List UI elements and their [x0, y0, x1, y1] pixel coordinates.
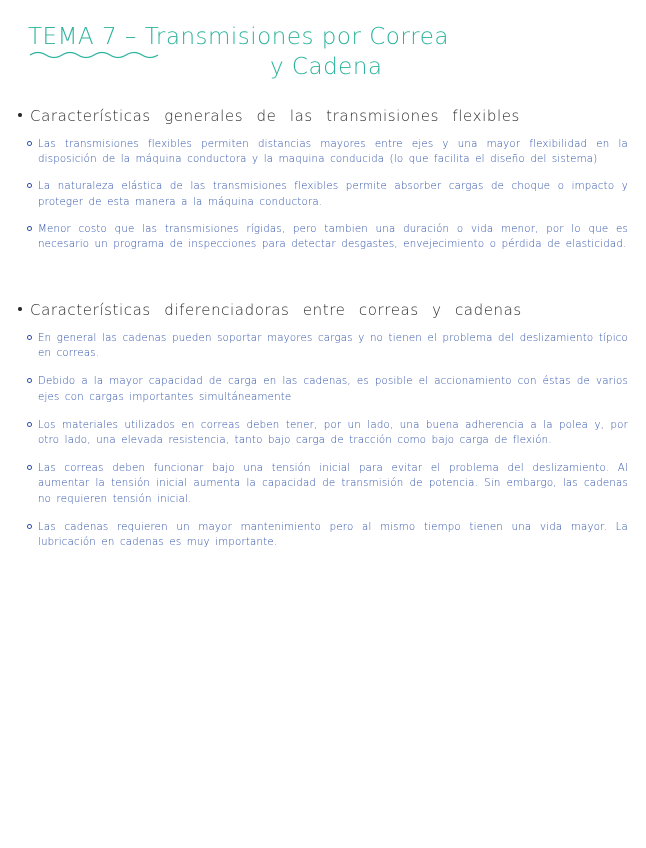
bullet-circle-icon: [27, 422, 32, 427]
bullet-circle-icon: [27, 335, 32, 340]
bullet-text: Las transmisiones flexibles permiten distancias mayores entre ejes y una mayor flexibilidad en la disposición de la máquina conductora y la maquina conducida (lo que facilita el diseño del sistema): [38, 139, 628, 166]
bullet-item: [18, 331, 628, 361]
bullet-circle-icon: [27, 141, 32, 146]
bullet-circle-icon: [27, 378, 32, 383]
bullet-item: [18, 520, 628, 550]
section-heading-text: Características diferenciadoras entre correas y cadenas: [30, 301, 522, 319]
bullet-item: [18, 374, 628, 404]
heading-bullet-dot: [18, 307, 22, 311]
bullet-list: [18, 331, 628, 550]
section-general-characteristics: [18, 107, 628, 252]
page-title-line1: TEMA 7 – Transmisiones por Correa: [28, 24, 449, 50]
bullet-text: Debido a la mayor capacidad de carga en las cadenas, es posible el accionamiento con éstas de varios ejes con cargas importantes simultáneamente: [38, 376, 628, 403]
section-differentiating-characteristics: [18, 301, 628, 550]
title-wavy-underline: [28, 46, 160, 60]
bullet-text: Las correas deben funcionar bajo una tensión inicial para evitar el problema del deslizamiento. Al aumentar la tensión inicial aumenta la capacidad de transmisión de potencia. Sin embargo, las cadenas no requieren tensión inicial.: [38, 463, 628, 505]
bullet-text: Menor costo que las transmisiones rígidas, pero tambien una duración o vida menor, por lo que es necesario un programa de inspecciones para detectar desgastes, envejecimiento o pérdida de elasticidad.: [38, 223, 628, 251]
heading-bullet-dot: [18, 113, 22, 117]
bullet-text: En general las cadenas pueden soportar mayores cargas y no tienen el problema del deslizamiento típico en correas.: [38, 333, 628, 360]
bullet-item: [18, 461, 628, 507]
bullet-circle-icon: [27, 524, 32, 529]
bullet-circle-icon: [27, 226, 32, 231]
bullet-item: [18, 222, 628, 252]
bullet-circle-icon: [27, 465, 32, 470]
bullet-item: [18, 137, 628, 167]
section-heading: [18, 301, 628, 319]
bullet-text: La naturaleza elástica de las transmisiones flexibles permite absorber cargas de choque o impacto y proteger de esta manera a la máquina conductora.: [38, 181, 628, 208]
page-title-line2: y Cadena: [270, 54, 383, 80]
bullet-text: Los materiales utilizados en correas deben tener, por un lado, una buena adherencia a la polea y, por otro lado, una elevada resistencia, tanto bajo carga de tracción como bajo carga de flexión.: [38, 419, 628, 447]
bullet-list: [18, 137, 628, 252]
section-heading: [18, 107, 628, 125]
bullet-text: Las cadenas requieren un mayor mantenimiento pero al mismo tiempo tienen una vida mayor. La lubricación en cadenas es muy importante.: [38, 521, 628, 549]
bullet-item: [18, 418, 628, 448]
bullet-circle-icon: [27, 183, 32, 188]
section-heading-text: Características generales de las transmisiones flexibles: [30, 107, 520, 125]
bullet-item: [18, 179, 628, 209]
